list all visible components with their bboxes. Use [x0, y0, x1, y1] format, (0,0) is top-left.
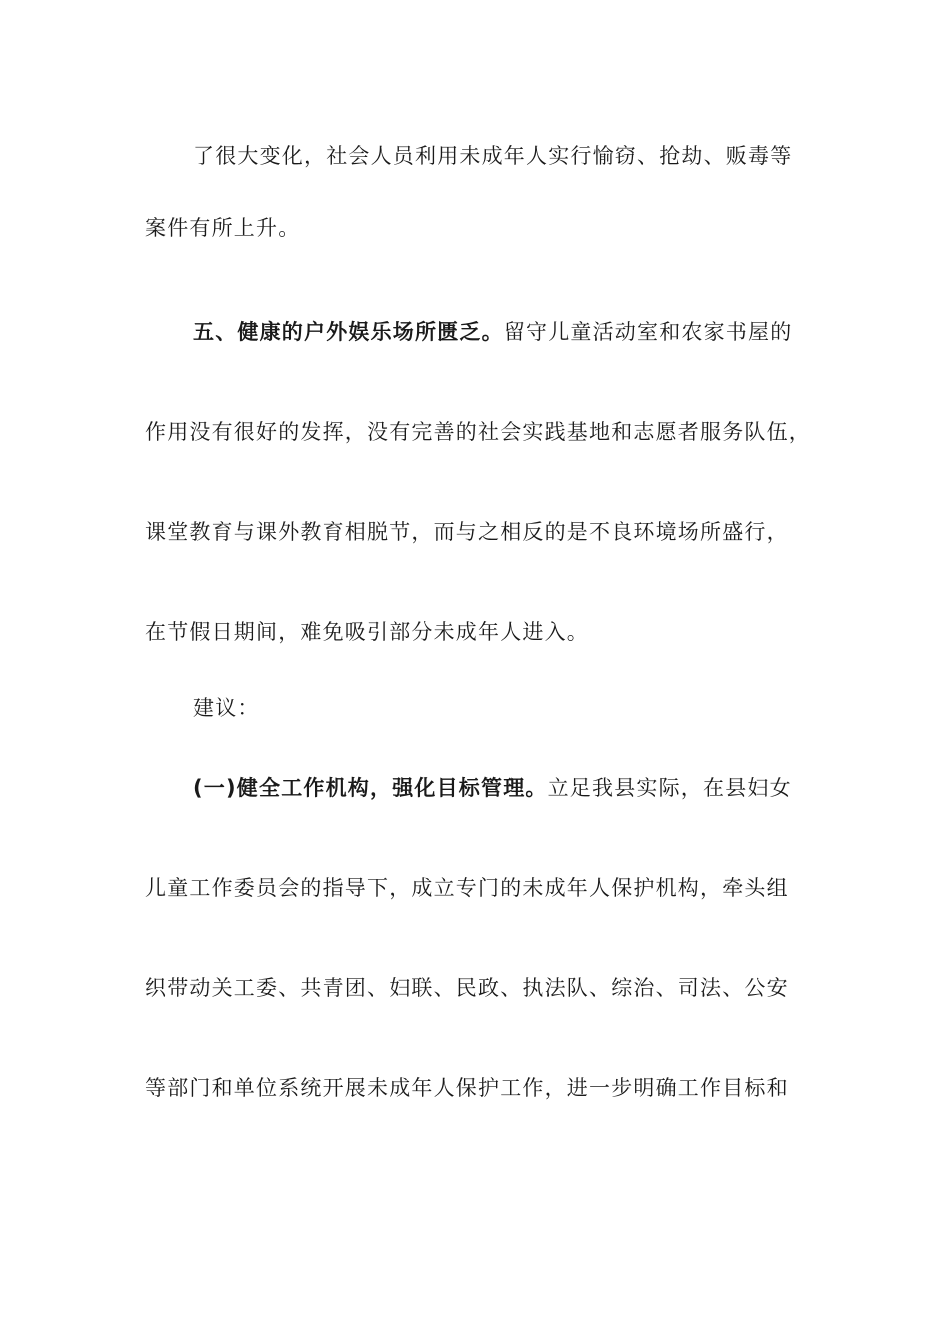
paragraph-line [193, 317, 805, 347]
paragraph-line [145, 617, 805, 647]
line-text: 在节假日期间，难免吸引部分未成年人进入。 [145, 620, 589, 644]
paragraph-line [193, 693, 805, 723]
line-text: 立足我县实际，在县妇女 [547, 776, 792, 800]
line-text: 课堂教育与课外教育相脱节，而与之相反的是不良环境场所盛行， [145, 520, 789, 544]
section-heading: 五、健康的户外娱乐场所匮乏。 [193, 320, 504, 344]
paragraph-line [193, 141, 805, 171]
paragraph-line [145, 517, 805, 547]
line-text: 了很大变化，社会人员利用未成年人实行愉窃、抢劫、贩毒等 [193, 144, 793, 168]
line-text: 儿童工作委员会的指导下，成立专门的未成年人保护机构，牵头组 [145, 876, 789, 900]
line-text: 案件有所上升。 [145, 216, 301, 240]
section-heading: (一)健全工作机构，强化目标管理。 [193, 776, 548, 800]
line-text: 留守儿童活动室和农家书屋的 [503, 320, 793, 344]
paragraph-line [145, 973, 805, 1003]
paragraph-line [145, 417, 811, 447]
line-text: 织带动关工委、共青团、妇联、民政、执法队、综治、司法、公安 [145, 976, 789, 1000]
line-text: 作用没有很好的发挥，没有完善的社会实践基地和志愿者服务队伍， [145, 420, 811, 444]
line-text: 建议： [193, 696, 260, 720]
paragraph-line [193, 773, 805, 803]
line-text: 等部门和单位系统开展未成年人保护工作，进一步明确工作目标和 [145, 1076, 789, 1100]
paragraph-line [145, 873, 805, 903]
paragraph-line [145, 213, 805, 243]
paragraph-line [145, 1073, 805, 1103]
